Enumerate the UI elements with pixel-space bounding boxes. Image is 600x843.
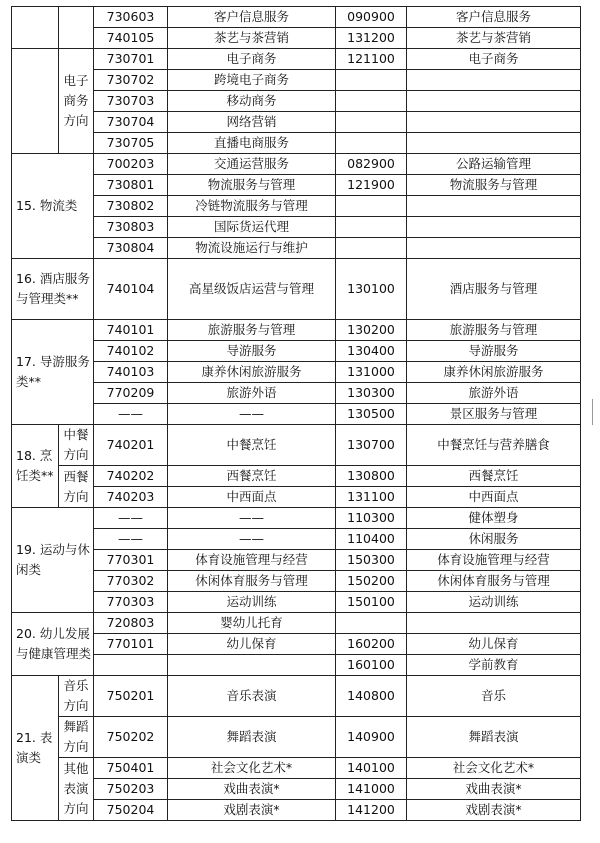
table-row xyxy=(12,362,581,383)
old-name-cell: 舞蹈表演 xyxy=(168,717,336,758)
new-code-cell: 130700 xyxy=(336,425,407,466)
old-name-cell: 中餐烹饪 xyxy=(168,425,336,466)
new-name-cell: 休闲服务 xyxy=(407,529,581,550)
old-name-cell: 康养休闲旅游服务 xyxy=(168,362,336,383)
old-name-cell: 网络营销 xyxy=(168,112,336,133)
table-row xyxy=(12,592,581,613)
new-name-cell: 音乐 xyxy=(407,676,581,717)
old-code-cell xyxy=(94,655,168,676)
new-code-cell: 121100 xyxy=(336,49,407,70)
old-name-cell: 茶艺与茶营销 xyxy=(168,28,336,49)
old-name-cell: —— xyxy=(168,529,336,550)
new-code-cell: 110300 xyxy=(336,508,407,529)
new-code-cell: 130300 xyxy=(336,383,407,404)
table-row xyxy=(12,571,581,592)
new-name-cell xyxy=(407,91,581,112)
table-row xyxy=(12,655,581,676)
old-name-cell: 物流服务与管理 xyxy=(168,175,336,196)
new-code-cell xyxy=(336,238,407,259)
direction-cell: 中餐方向 xyxy=(59,425,94,466)
old-code-cell: —— xyxy=(94,404,168,425)
new-code-cell xyxy=(336,133,407,154)
old-name-cell: 旅游服务与管理 xyxy=(168,320,336,341)
new-code-cell: 131000 xyxy=(336,362,407,383)
new-code-cell xyxy=(336,70,407,91)
new-code-cell xyxy=(336,112,407,133)
new-name-cell: 学前教育 xyxy=(407,655,581,676)
new-name-cell: 物流服务与管理 xyxy=(407,175,581,196)
old-code-cell: 730703 xyxy=(94,91,168,112)
direction-cell: 舞蹈方向 xyxy=(59,717,94,758)
table-row xyxy=(12,717,581,758)
new-code-cell: 130200 xyxy=(336,320,407,341)
new-code-cell: 130100 xyxy=(336,259,407,320)
major-catalog-table-page xyxy=(11,6,580,821)
old-code-cell: 730802 xyxy=(94,196,168,217)
old-code-cell: 740202 xyxy=(94,466,168,487)
table-row xyxy=(12,550,581,571)
new-code-cell: 140900 xyxy=(336,717,407,758)
new-code-cell: 140800 xyxy=(336,676,407,717)
page-edge-mark xyxy=(592,399,600,425)
table-row xyxy=(12,341,581,362)
table-row xyxy=(12,259,581,320)
old-name-cell: 国际货运代理 xyxy=(168,217,336,238)
table-row xyxy=(12,613,581,634)
new-code-cell: 150300 xyxy=(336,550,407,571)
old-name-cell: 冷链物流服务与管理 xyxy=(168,196,336,217)
new-code-cell: 121900 xyxy=(336,175,407,196)
old-name-cell: 休闲体育服务与管理 xyxy=(168,571,336,592)
category-cell: 18. 烹饪类** xyxy=(12,425,59,508)
new-code-cell: 141000 xyxy=(336,779,407,800)
new-code-cell: 150100 xyxy=(336,592,407,613)
old-code-cell: 740201 xyxy=(94,425,168,466)
table-row xyxy=(12,7,581,28)
new-code-cell: 130500 xyxy=(336,404,407,425)
new-name-cell xyxy=(407,196,581,217)
major-catalog-table xyxy=(11,6,581,821)
new-name-cell: 体育设施管理与经营 xyxy=(407,550,581,571)
table-row xyxy=(12,758,581,779)
new-name-cell xyxy=(407,133,581,154)
new-name-cell: 戏剧表演* xyxy=(407,800,581,821)
old-name-cell: 高星级饭店运营与管理 xyxy=(168,259,336,320)
table-row xyxy=(12,508,581,529)
table-row xyxy=(12,676,581,717)
old-code-cell: 730803 xyxy=(94,217,168,238)
old-code-cell: 730705 xyxy=(94,133,168,154)
new-name-cell: 电子商务 xyxy=(407,49,581,70)
new-name-cell: 酒店服务与管理 xyxy=(407,259,581,320)
new-name-cell: 景区服务与管理 xyxy=(407,404,581,425)
old-code-cell: 730801 xyxy=(94,175,168,196)
new-name-cell xyxy=(407,238,581,259)
table-row xyxy=(12,529,581,550)
old-code-cell: 720803 xyxy=(94,613,168,634)
new-code-cell: 160200 xyxy=(336,634,407,655)
category-cell: 19. 运动与休闲类 xyxy=(12,508,94,613)
table-row xyxy=(12,320,581,341)
old-code-cell: 750203 xyxy=(94,779,168,800)
new-code-cell: 141200 xyxy=(336,800,407,821)
table-row xyxy=(12,70,581,91)
new-name-cell: 旅游外语 xyxy=(407,383,581,404)
old-code-cell: 730702 xyxy=(94,70,168,91)
old-name-cell: 导游服务 xyxy=(168,341,336,362)
new-name-cell: 健体塑身 xyxy=(407,508,581,529)
new-code-cell xyxy=(336,217,407,238)
new-name-cell: 戏曲表演* xyxy=(407,779,581,800)
old-name-cell: 物流设施运行与维护 xyxy=(168,238,336,259)
old-name-cell: 婴幼儿托育 xyxy=(168,613,336,634)
category-cell: 16. 酒店服务与管理类** xyxy=(12,259,94,320)
new-name-cell: 旅游服务与管理 xyxy=(407,320,581,341)
direction-cell: 西餐方向 xyxy=(59,466,94,508)
table-row xyxy=(12,466,581,487)
old-name-cell: 跨境电子商务 xyxy=(168,70,336,91)
old-code-cell: 740101 xyxy=(94,320,168,341)
new-name-cell xyxy=(407,70,581,91)
old-code-cell: 730704 xyxy=(94,112,168,133)
old-code-cell: 750202 xyxy=(94,717,168,758)
old-name-cell: 客户信息服务 xyxy=(168,7,336,28)
new-code-cell: 140100 xyxy=(336,758,407,779)
old-name-cell: —— xyxy=(168,404,336,425)
new-code-cell: 131200 xyxy=(336,28,407,49)
new-name-cell: 客户信息服务 xyxy=(407,7,581,28)
new-code-cell: 160100 xyxy=(336,655,407,676)
direction-cell: 音乐方向 xyxy=(59,676,94,717)
new-name-cell: 导游服务 xyxy=(407,341,581,362)
old-name-cell: 运动训练 xyxy=(168,592,336,613)
table-row xyxy=(12,154,581,175)
new-name-cell: 幼儿保育 xyxy=(407,634,581,655)
old-name-cell: 中西面点 xyxy=(168,487,336,508)
old-code-cell: 750401 xyxy=(94,758,168,779)
old-name-cell: 社会文化艺术* xyxy=(168,758,336,779)
new-name-cell: 休闲体育服务与管理 xyxy=(407,571,581,592)
old-name-cell: 体育设施管理与经营 xyxy=(168,550,336,571)
old-code-cell: 770301 xyxy=(94,550,168,571)
old-name-cell: 直播电商服务 xyxy=(168,133,336,154)
new-name-cell xyxy=(407,217,581,238)
old-name-cell: 移动商务 xyxy=(168,91,336,112)
old-code-cell: 740203 xyxy=(94,487,168,508)
table-row xyxy=(12,238,581,259)
table-row xyxy=(12,112,581,133)
new-code-cell: 082900 xyxy=(336,154,407,175)
old-code-cell: 770101 xyxy=(94,634,168,655)
blank-cell xyxy=(59,7,94,49)
new-code-cell xyxy=(336,613,407,634)
new-code-cell: 110400 xyxy=(336,529,407,550)
table-row xyxy=(12,800,581,821)
old-name-cell: 幼儿保育 xyxy=(168,634,336,655)
old-name-cell: 西餐烹饪 xyxy=(168,466,336,487)
old-code-cell: 750201 xyxy=(94,676,168,717)
new-code-cell xyxy=(336,91,407,112)
table-row xyxy=(12,487,581,508)
old-code-cell: 740104 xyxy=(94,259,168,320)
blank-cell xyxy=(12,7,59,49)
new-name-cell: 茶艺与茶营销 xyxy=(407,28,581,49)
new-code-cell: 130400 xyxy=(336,341,407,362)
old-name-cell: 音乐表演 xyxy=(168,676,336,717)
old-name-cell: 戏曲表演* xyxy=(168,779,336,800)
old-code-cell: 730603 xyxy=(94,7,168,28)
old-code-cell: 740105 xyxy=(94,28,168,49)
old-code-cell: 770303 xyxy=(94,592,168,613)
old-code-cell: 730701 xyxy=(94,49,168,70)
table-row xyxy=(12,634,581,655)
old-code-cell: —— xyxy=(94,508,168,529)
old-name-cell: 交通运营服务 xyxy=(168,154,336,175)
new-code-cell: 150200 xyxy=(336,571,407,592)
table-row xyxy=(12,133,581,154)
old-code-cell: 770302 xyxy=(94,571,168,592)
new-code-cell xyxy=(336,196,407,217)
table-row xyxy=(12,425,581,466)
new-name-cell: 西餐烹饪 xyxy=(407,466,581,487)
old-code-cell: —— xyxy=(94,529,168,550)
old-name-cell: 戏剧表演* xyxy=(168,800,336,821)
new-code-cell: 130800 xyxy=(336,466,407,487)
new-name-cell xyxy=(407,613,581,634)
new-name-cell: 中餐烹饪与营养膳食 xyxy=(407,425,581,466)
table-row xyxy=(12,28,581,49)
new-code-cell: 090900 xyxy=(336,7,407,28)
new-name-cell: 舞蹈表演 xyxy=(407,717,581,758)
blank-cell xyxy=(12,49,59,154)
new-name-cell: 社会文化艺术* xyxy=(407,758,581,779)
new-name-cell xyxy=(407,112,581,133)
table-row xyxy=(12,383,581,404)
table-row xyxy=(12,217,581,238)
table-row xyxy=(12,91,581,112)
direction-cell: 电子商务方向 xyxy=(59,49,94,154)
category-cell: 17. 导游服务类** xyxy=(12,320,94,425)
direction-cell: 其他表演方向 xyxy=(59,758,94,821)
new-code-cell: 131100 xyxy=(336,487,407,508)
table-row xyxy=(12,779,581,800)
table-row xyxy=(12,49,581,70)
old-name-cell xyxy=(168,655,336,676)
old-code-cell: 700203 xyxy=(94,154,168,175)
table-row xyxy=(12,175,581,196)
new-name-cell: 康养休闲旅游服务 xyxy=(407,362,581,383)
table-row xyxy=(12,404,581,425)
old-code-cell: 730804 xyxy=(94,238,168,259)
new-name-cell: 运动训练 xyxy=(407,592,581,613)
old-code-cell: 750204 xyxy=(94,800,168,821)
table-body xyxy=(12,7,581,821)
table-row xyxy=(12,196,581,217)
old-code-cell: 740103 xyxy=(94,362,168,383)
old-code-cell: 770209 xyxy=(94,383,168,404)
new-name-cell: 中西面点 xyxy=(407,487,581,508)
old-code-cell: 740102 xyxy=(94,341,168,362)
old-name-cell: —— xyxy=(168,508,336,529)
category-cell: 15. 物流类 xyxy=(12,154,94,259)
old-name-cell: 电子商务 xyxy=(168,49,336,70)
new-name-cell: 公路运输管理 xyxy=(407,154,581,175)
old-name-cell: 旅游外语 xyxy=(168,383,336,404)
category-cell: 20. 幼儿发展与健康管理类 xyxy=(12,613,94,676)
category-cell: 21. 表演类 xyxy=(12,676,59,821)
